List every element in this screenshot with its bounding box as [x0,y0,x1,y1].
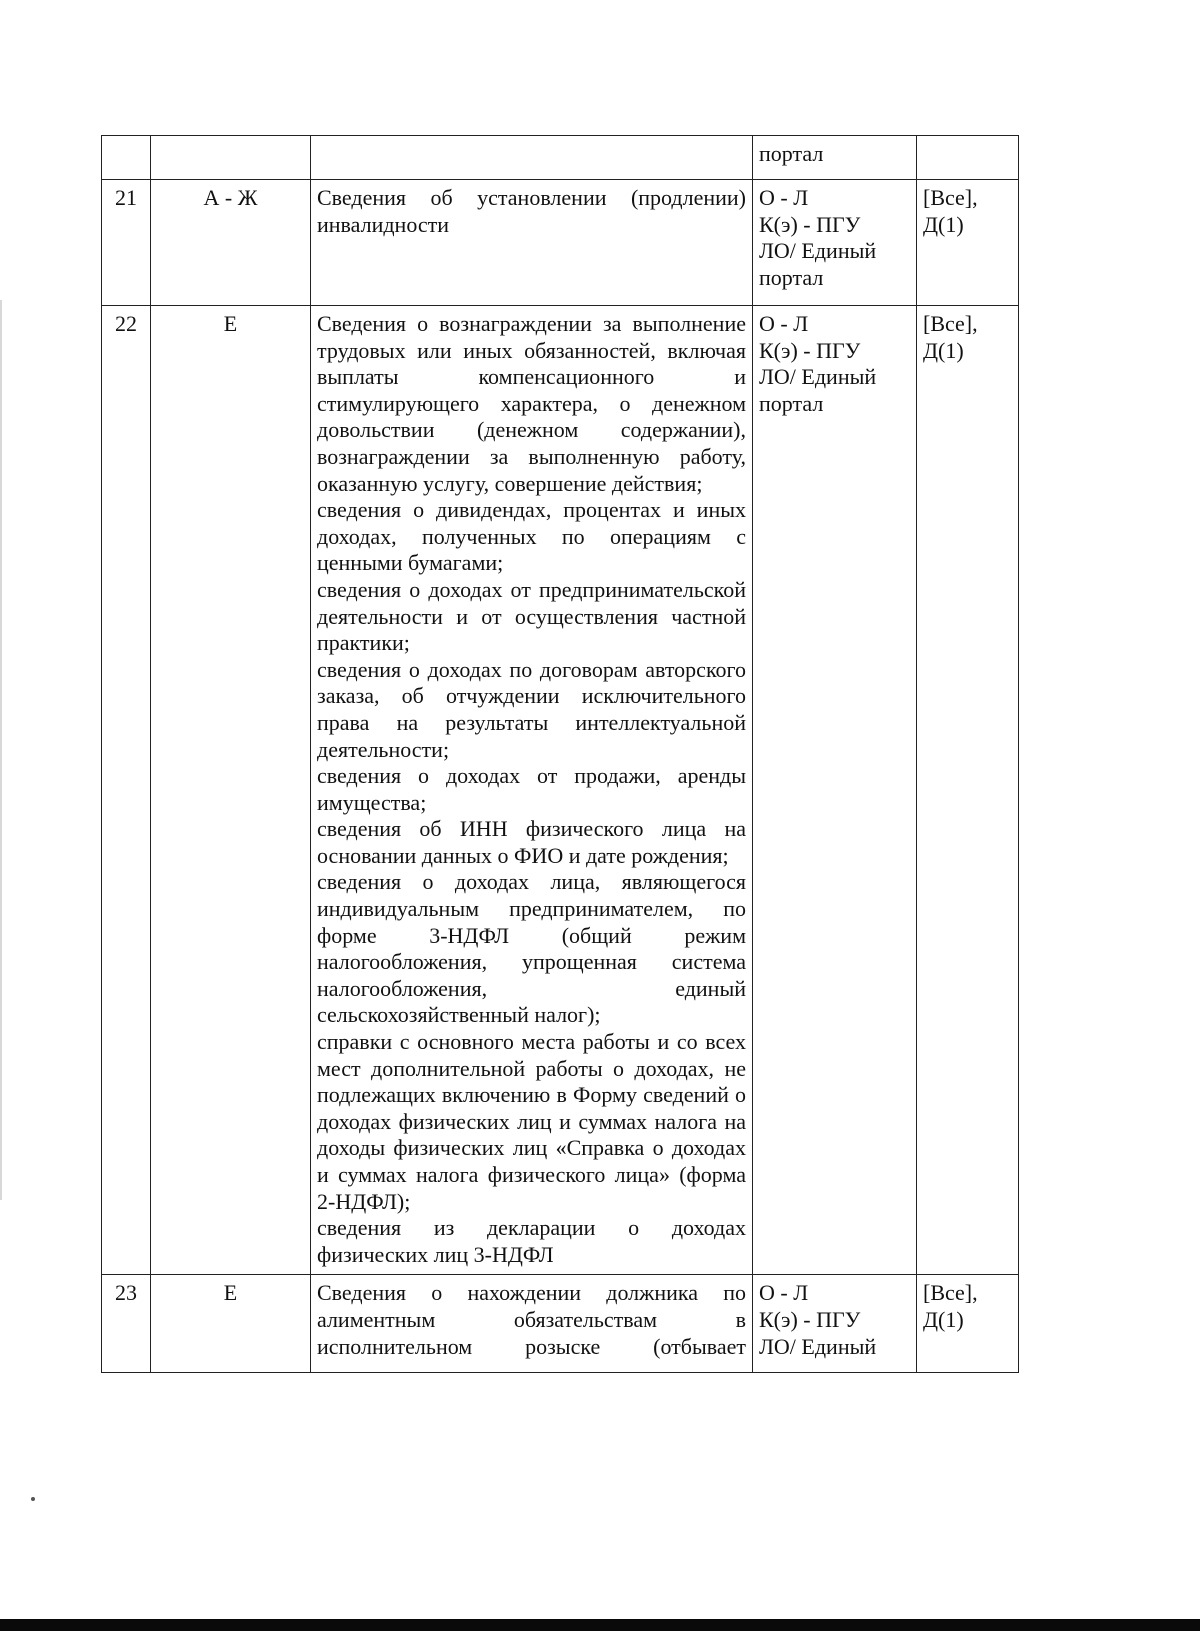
row-description [311,136,753,180]
source-line: К(э) - ПГУ [759,337,861,363]
description-paragraph: сведения о доходах от предпринимательской деятельности и от осуществления частной практики; [317,576,746,656]
row-source [753,136,917,180]
row-access [917,136,1019,180]
source-line: К(э) - ПГУ [759,1306,861,1332]
row-number: 21 [102,180,151,306]
row-number [102,136,151,180]
row-source [753,1275,917,1373]
row-code: Е [151,1275,311,1373]
source-line: К(э) - ПГУ [759,211,861,237]
description-paragraph: сведения из декларации о доходах физических лиц 3-НДФЛ [317,1215,746,1267]
source-line: О - Л [759,185,809,210]
row-access [917,180,1019,306]
source-line: ЛО/ Единый [759,1333,877,1359]
source-line: ЛО/ Единый [759,364,877,390]
source-line: О - Л [759,1280,809,1306]
table-row [102,136,1019,180]
description-paragraph: сведения о доходах от продажи, аренды имущества; [317,763,746,815]
description-paragraph: Сведения о нахождении должника по алиментным обязательствам в исполнительном розыске (отбывает [317,1280,746,1359]
description-paragraph: справки с основного места работы и со всех мест дополнительной работы о доходах, не подлежащих включению в Форму сведений о доходах физических лиц и суммах налога на доходы физических лиц «Справка о доходах и суммах налога физического лица» (форма 2-НДФЛ); [317,1029,746,1214]
access-line: [Все], [923,311,978,336]
row-access [917,306,1019,1275]
source-line: портал [759,390,824,416]
scan-speck [31,1497,35,1501]
source-line: портал [759,141,824,166]
row-description [311,306,753,1275]
row-code: А - Ж [151,180,311,306]
row-source [753,306,917,1275]
access-line: Д(1) [923,337,964,363]
source-line: О - Л [759,311,809,336]
access-line: [Все], [923,1280,978,1306]
row-source [753,180,917,306]
table-row [102,306,1019,1275]
description-paragraph: сведения об ИНН физического лица на основании данных о ФИО и дате рождения; [317,816,746,868]
description-paragraph: сведения о доходах по договорам авторского заказа, об отчуждении исключительного права на результаты интеллектуальной деятельности; [317,656,746,762]
row-access [917,1275,1019,1373]
row-description [311,1275,753,1373]
access-line: Д(1) [923,211,964,237]
description-paragraph: сведения о доходах лица, являющегося индивидуальным предпринимателем, по форме 3-НДФЛ (общий режим налогообложения, упрощенная система налогообложения, единый сельскохозяйственный налог); [317,869,746,1028]
row-code: Е [151,306,311,1275]
row-description [311,180,753,306]
row-code [151,136,311,180]
access-line: [Все], [923,185,978,210]
data-table [101,135,1019,1373]
row-number: 22 [102,306,151,1275]
source-line: портал [759,264,824,290]
description-paragraph: Сведения о вознаграждении за выполнение трудовых или иных обязанностей, включая выплаты компенсационного и стимулирующего характера, о денежном довольствии (денежном содержании), вознаграждении за выполненную работу, оказанную услугу, совершение действия; [317,311,746,496]
source-line: ЛО/ Единый [759,238,877,264]
table-row [102,180,1019,306]
scan-bottom-edge [0,1619,1200,1631]
table-row [102,1275,1019,1373]
description-paragraph: сведения о дивидендах, процентах и иных доходах, полученных по операциям с ценными бумагами; [317,497,746,576]
scan-edge [0,300,2,1200]
description-paragraph: Сведения об установлении (продлении) инвалидности [317,185,746,237]
access-line: Д(1) [923,1306,964,1332]
row-number: 23 [102,1275,151,1373]
